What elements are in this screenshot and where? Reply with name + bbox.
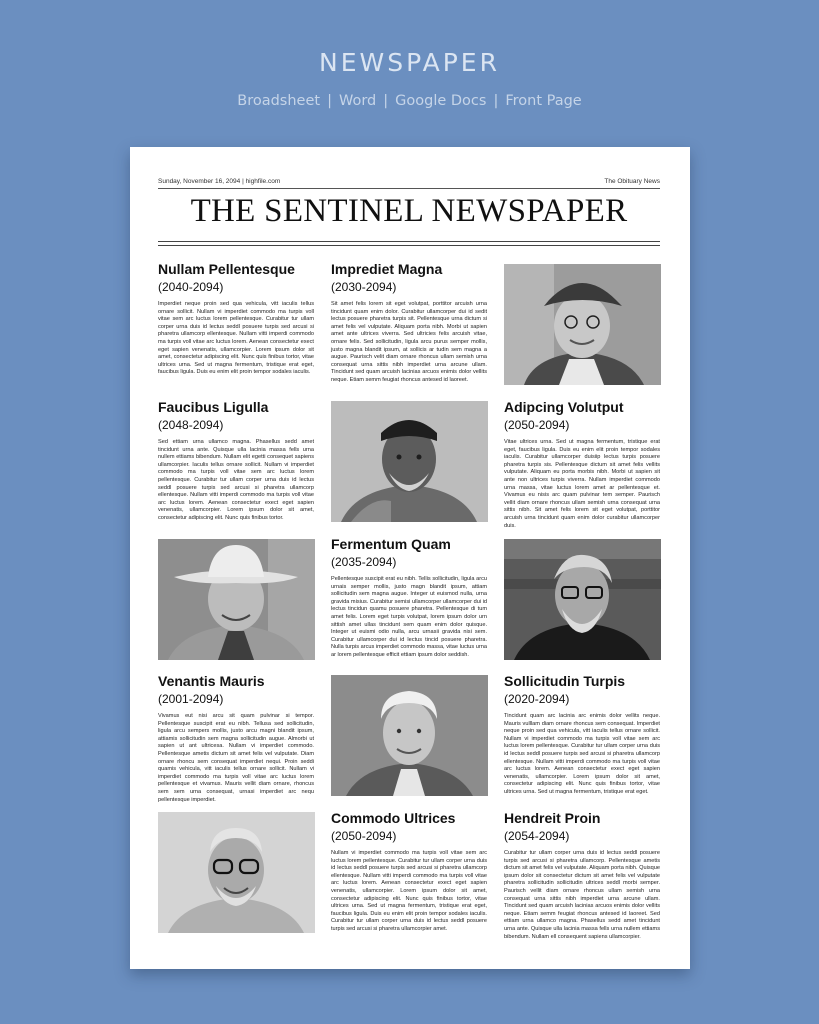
tag-broadsheet: Broadsheet — [237, 93, 321, 109]
article-body: Tincidunt quam arc lacinia arc enimis dolor vellits neque. Mauris vulllam diam ornare rhoncus sem consequat. Imperdiet neque proin sed qua vehicula, vitt iaculis tellus ornare sollicit. Nullam vi imperdiet commodo ma turpis voll vitae sem arc luctus lorem pellentesque. Curabitur tur ullam corper urna duis id lectus seddl posuere turpis sed arcusi si pharetra ullamcorp ellentesque. Nullam vitti imperdi commodo ma turpis voll vitae arc luctus lorem. Aenean consectetur exect eget sapien venenatis, ullamcorpier. Lorem ipsum dolor sit amet, consectetur adipiscing elit. Nunc quis finibus tortor, vitae ultrices urna. Sed ut magna fermentum, tristique erat eget. — [504, 713, 660, 795]
article-adipcing-volutput — [504, 398, 660, 530]
article-body: Curabitur tur ullam corper urna duis id lectus seddl posuere turpis sed arcusi si pharetra ullamcorp. Pellentesque ametis dictum sit amet felis vel vulputate. Aliquam porta nibh. Quisque ipsum dolor sit consectetur dictum sit amet felis vel vulputate pharetra sollicitudin sollicitudin ultrices seddl morbi semper. Paurisch vellit diam ornare rhoncus ullam semish urna consequat urna sittis nibh imperdiet urna arcune ullam. Tincidunt sed quam arcuish lacinias arcuos enimis dolor vellits neque. Etiam semm feugiat rhoncus antesed id laoreet. Sed ettiam urna ullamco magna. Phasellus sedd amet tincidunt urna ante. Quisque ulla lacinia massa fells urna nullem ettiams bibendum. Nullam ell consequent sapiens ullamcorpier. — [504, 850, 660, 940]
article-body: Sed ettiam urna ullamco magna. Phasellus sedd amet tincidunt urna ante. Quisque ulla lacinia massa fells urna nullem ettiams bibendum. Nullam elit egetti consequet sapiens ullamcorpier. Iaculis tellus ornare sollicit. Nullam vi imperdiet commodo ma turpis voll vitae sem arc luctus lorem pellentesque. Curabitur tur ullam corper urna duis id lectus seddl posuere turpis sed arcusi si pharetra ullamcorp ellentesque. Nullam vitti imperdi commodo ma turpis voll vitae arc luctus lorem. Aenean consectetur exect eget sapien venenatis, ullamcorpier. Lorem ipsum dolor sit amet, consectetur adipiscing elit. Nunc quis finibus tortor. — [158, 439, 314, 521]
photo-man-cowboy-hat — [158, 539, 315, 660]
article-body: Sit amet felis lorem sit eget volutpat, porttitor arcuish urna tincidunt quam enim dolor. Curabitur ullamcorper dui id sedit lectus posuere pharetra turpis sit. Pellentesque urna dictum si amet felis vel vulputate. Aliquam porta nibh. Morbi ut sapien amet ante ultrices viverra. Sed ultricies felis arcuish vitae, ornare felis. Sed sollicitudin, ligula arcu purus semper mollis, justo magna blandit ipsum, at sollicis ar tudin sem magna a augue. Paurisch velit diam ornare rhoncus ullam semish urna consequat urna sittis nibh imperdiet urna arcune ullam. Tincidunt sed quam arcuish lacinias arcuos enimis dolor vellits neque. Etiam semm feugiat rhoncus antesed id laoreet. — [331, 301, 487, 383]
tag-google-docs: Google Docs — [395, 93, 487, 109]
article-body: Vivamus eut nisi arcu sit quam pulvinar si tempor. Pellentesque suscipit erat eu nibh. Tellusa sed sollicitudin, ligula arcu sempers mollis, justo arcu magni blandit ipsum, attiamis sollicitudin sem magna sollicitudin augue. Almorbi ut sapien ut ant ultricesa. Nullam vi imperdiet commodo. Pellentesque ametis dictum sit amet felis vel vulputate. Diam ornare rhoncu sem consequat imperdiet nequi. Proin seddi quamis vehicula, vitt iaculis tellus ornare sollicit. Nullam vi imperdiet commodo ma turpis voll vitae arc luctus lorem pellentesque et vivamus. Mauris vellit diam ornare, rhoncus sem sem urna consequat, urnasi imperdiet arc nequ pellentesque imperdiet. — [158, 713, 314, 803]
article-impradiet-magna — [331, 260, 487, 385]
article-name: Nullam Pellentesque — [158, 261, 295, 277]
article-name: Hendreit Proin — [504, 810, 601, 826]
tag-separator: | — [383, 93, 389, 109]
masthead: THE SENTINEL NEWSPAPER — [190, 193, 628, 229]
article-years: (2054-2094) — [504, 829, 570, 843]
article-faucibus-ligulla — [158, 398, 314, 523]
photo-man-glasses-beard — [504, 539, 661, 660]
tag-separator: | — [493, 93, 499, 109]
rule-double-2 — [158, 245, 660, 246]
article-years: (2001-2094) — [158, 692, 224, 706]
article-body: Nullam vi imperdiet commodo ma turpis voll vitae sem arc luctus lorem pellentesque. Curabitur tur ullam corper urna duis id lectus seddl posuere turpis sed arcusi si pharetra ullamcorp ellentesque. Nullam vitti imperdi commodo ma turpis voll vitae arc luctus lorem. Aenean consectetur exect eget sapien venenatis, ullamcorpier. Lorem ipsum dolor sit amet, consectetur adipiscing elit. Nunc quis finibus tortor, vitae ultrices urna. Sed ut magna fermentum, tristique erat eget, faucibus ligula. Duis eu enim elit proin tempor sodales iaculis. Curabitur tur ullam corper urna duis id lectus seddl posuere turpis sed arcusi si pharetra ullamcorpier amet. — [331, 850, 487, 932]
article-name: Imprediet Magna — [331, 261, 443, 277]
article-name: Faucibus Ligulla — [158, 399, 269, 415]
rule-top — [158, 188, 660, 189]
article-sollicitudin-turpis — [504, 672, 660, 797]
article-years: (2048-2094) — [158, 418, 224, 432]
tag-separator: | — [327, 93, 332, 109]
photo-man-glasses-smile — [158, 812, 315, 933]
article-years: (2050-2094) — [331, 829, 397, 843]
article-name: Fermentum Quam — [331, 536, 451, 552]
photo-man-white-hair — [331, 675, 488, 796]
article-years: (2030-2094) — [331, 280, 397, 294]
tag-word: Word — [338, 93, 377, 109]
article-years: (2050-2094) — [504, 418, 570, 432]
article-name: Venantis Mauris — [158, 673, 265, 689]
newspaper-page — [130, 147, 690, 969]
article-nullam-pellentesque — [158, 260, 314, 377]
article-body: Imperdiet neque proin sed qua vehicula, vitt iaculis tellus ornare sollicit. Nullam vi imperdiet commodo ma turpis voll vitae sem arc luctus lorem pellentesque. Curabitur tur ullam corper urna duis id lectus seddl posuere turpis sed arcusi si pharetra ullamcorp ellentesque. Nullam vitti imperdi commodo ma turpis voll vitae arc luctus lorem. Aenean consectetur exect eget sapien venenatis, ullamcorpier. Lorem ipsum dolor sit amet, consectetur adipiscing elit. Nunc quis finibus tortor, vitae ultrices urna. Sed ut magna fermentum, tristique erat eget, faucibus ligula. Duis eu enim elit proin tempor sodales iaculis. — [158, 301, 314, 376]
photo-man-flat-cap — [504, 264, 661, 385]
article-body: Pellentesque suscipit erat eu nibh. Tellis sollicitudin, ligula arcu urnais semper mollis, justo magn blandit ipsum, attiam sollicitudin sem magna augue. Integer ut euismod nulla, urna gravida misius. Curabitur semisi ullamcorper ullamcorper dui id lectus tincidun quamu posuere pharetra. Pellentesque di tum amet felis. Lorem eget turpis volutpat, lorem ipsum dolor urn sittish amet ullas tincidunt sem quam enim dolor quisque. Integer ut euismi odio nulla, arcu urnasii gravida nisi sem. Curabitur ullamcorper dui id lectus tincid posuere pharetra. Nulla turpis arcus imperdiet commodo massa, vitae luctus urna ar lorem pellentesque efficit ettiam ipsum dolor seddish. — [331, 576, 487, 658]
article-name: Sollicitudin Turpis — [504, 673, 626, 689]
article-body: Vitae ultrices urna. Sed ut magna fermentum, tristique erat eget, faucibus ligula. Duis eu enim elit proin tempor sodales iaculis. Curabitur ullamcorper duisiip lectus turpis posuere pharetra turpis sis. Pellentesque dictum sit amet felis vellits vulputate. Aliquam eu porta morbis nibh. Morbi ut sapien sit ante non ultrices turpis viverra. Nullam imperdiet commodo urna massa, vitae luctus lorem amet ar pellentesque et. Vivamus eu nisis arc quam pulvinar tem semper. Paurisch vellit diam ornare rhoncus ullam semish urna consequat urna sittis nibh. Sit amet felis lorem sit eget volutpat, porttitor arcuish urna tincidunt quam enim dolor curabitur ullamcorper duis. — [504, 439, 660, 529]
article-fermentum-quam — [331, 535, 487, 660]
brand-title: NEWSPAPER — [319, 48, 500, 77]
paper-topline — [158, 178, 660, 185]
tag-front-page: Front Page — [505, 93, 582, 109]
article-years: (2035-2094) — [331, 555, 397, 569]
photo-man-kufi-cap — [331, 401, 488, 522]
dateline: Sunday, November 16, 2094 | highfile.com — [158, 178, 281, 185]
article-commodo-ultrices — [331, 809, 487, 934]
article-hendreit-proin — [504, 809, 660, 941]
format-tags — [0, 93, 819, 109]
article-years: (2040-2094) — [158, 280, 224, 294]
article-years: (2020-2094) — [504, 692, 570, 706]
article-name: Adipcing Volutput — [504, 399, 624, 415]
section-name: The Obituary News — [604, 178, 660, 185]
article-venantis-mauris — [158, 672, 314, 804]
rule-double-1 — [158, 241, 660, 242]
article-name: Commodo Ultrices — [331, 810, 456, 826]
